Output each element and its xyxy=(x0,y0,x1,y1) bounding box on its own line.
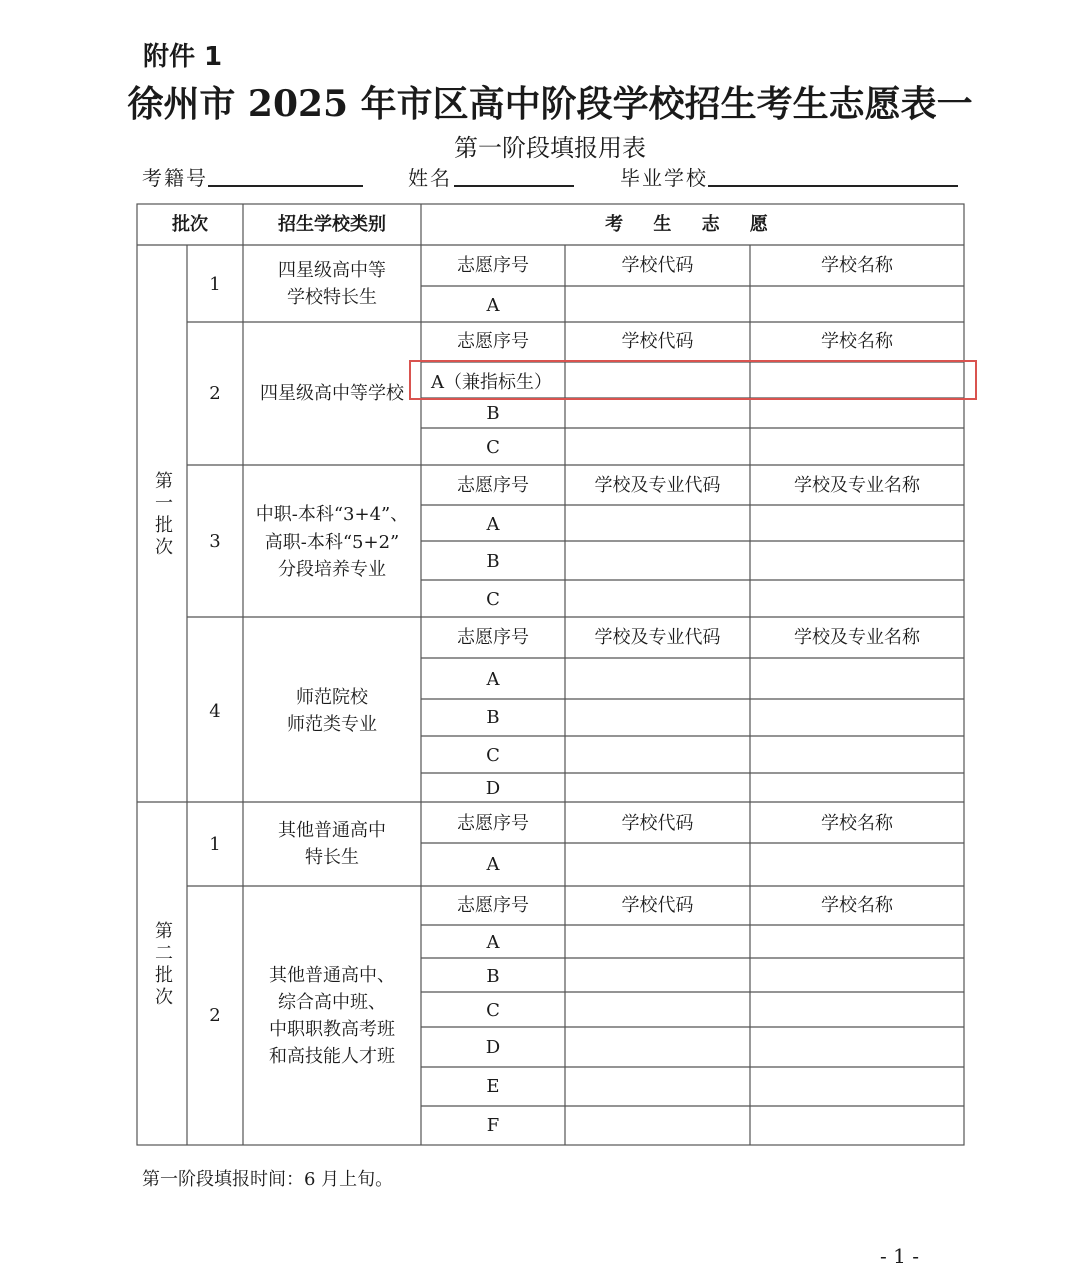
subheader-code: 学校代码 xyxy=(621,813,694,834)
page-number: - 1 - xyxy=(880,1244,919,1268)
wish-seq: A（兼指标生） xyxy=(431,372,552,393)
subheader-seq: 志愿序号 xyxy=(457,895,529,916)
subheader-seq: 志愿序号 xyxy=(457,627,529,648)
wish-seq: B xyxy=(486,966,500,987)
header-category: 招生学校类别 xyxy=(278,214,386,235)
category-line: 高职-本科“5+2” xyxy=(264,532,400,553)
subheader-code: 学校代码 xyxy=(621,895,694,916)
subheader-name: 学校名称 xyxy=(821,331,893,352)
category-line: 其他普通高中 xyxy=(278,820,386,841)
wish-seq: F xyxy=(486,1115,500,1136)
subheader-seq: 志愿序号 xyxy=(457,475,529,496)
category-line: 四星级高中等 xyxy=(278,260,386,281)
wish-seq: C xyxy=(486,589,500,610)
wish-seq: A xyxy=(486,295,500,316)
category-line: 其他普通高中、 xyxy=(269,965,395,986)
subheader-name: 学校名称 xyxy=(821,813,893,834)
batch-1-label: 第一批次 xyxy=(152,471,173,559)
subheader-name: 学校名称 xyxy=(821,895,893,916)
subheader-name: 学校名称 xyxy=(821,255,893,276)
header-wish: 考 生 志 愿 xyxy=(605,214,780,235)
wish-seq: B xyxy=(486,707,500,728)
group-number: 2 xyxy=(209,383,221,404)
header-batch: 批次 xyxy=(172,214,208,235)
form-title: 徐州市 2025 年市区高中阶段学校招生考生志愿表一 xyxy=(127,83,973,125)
subheader-major-code: 学校及专业代码 xyxy=(594,475,721,496)
wish-seq: B xyxy=(486,403,500,424)
name-label: 姓名 xyxy=(408,166,452,190)
subheader-major-code: 学校及专业代码 xyxy=(594,627,721,648)
subheader-major-name: 学校及专业名称 xyxy=(794,475,920,496)
footer-note: 第一阶段填报时间：6 月上旬。 xyxy=(142,1169,394,1190)
wish-seq: A xyxy=(486,854,500,875)
wish-seq: E xyxy=(486,1076,500,1097)
wish-seq: D xyxy=(485,778,501,799)
wish-seq: B xyxy=(486,551,500,572)
group-number: 1 xyxy=(209,834,221,855)
wish-seq: A xyxy=(486,514,500,535)
subheader-seq: 志愿序号 xyxy=(457,813,529,834)
category-line: 师范类专业 xyxy=(287,714,377,735)
category-line: 特长生 xyxy=(305,847,359,868)
group-number: 1 xyxy=(209,274,221,295)
exam-no-label: 考籍号 xyxy=(142,166,208,190)
category-line: 中职-本科“3+4”、 xyxy=(255,504,409,525)
group-number: 4 xyxy=(209,701,221,722)
wish-seq: C xyxy=(486,1000,500,1021)
highlight-box xyxy=(409,360,977,400)
wish-seq: D xyxy=(485,1037,501,1058)
category-line: 师范院校 xyxy=(296,687,368,708)
attachment-label: 附件 1 xyxy=(143,42,223,72)
category-line: 学校特长生 xyxy=(287,287,377,308)
wish-seq: C xyxy=(486,745,500,766)
school-label: 毕业学校 xyxy=(620,166,708,190)
category-line: 四星级高中等学校 xyxy=(260,383,404,404)
category-line: 综合高中班、 xyxy=(278,992,386,1013)
subheader-seq: 志愿序号 xyxy=(457,331,529,352)
group-number: 2 xyxy=(209,1005,221,1026)
group-number: 3 xyxy=(209,531,221,552)
subheader-major-name: 学校及专业名称 xyxy=(794,627,920,648)
wish-seq: A xyxy=(486,669,500,690)
category-line: 和高技能人才班 xyxy=(269,1046,395,1067)
form-subtitle: 第一阶段填报用表 xyxy=(454,134,646,162)
category-line: 分段培养专业 xyxy=(278,559,386,580)
category-line: 中职职教高考班 xyxy=(269,1019,395,1040)
subheader-code: 学校代码 xyxy=(621,255,694,276)
wish-seq: C xyxy=(486,437,500,458)
subheader-code: 学校代码 xyxy=(621,331,694,352)
subheader-seq: 志愿序号 xyxy=(457,255,529,276)
wish-seq: A xyxy=(486,932,500,953)
batch-2-label: 第二批次 xyxy=(152,921,173,1009)
